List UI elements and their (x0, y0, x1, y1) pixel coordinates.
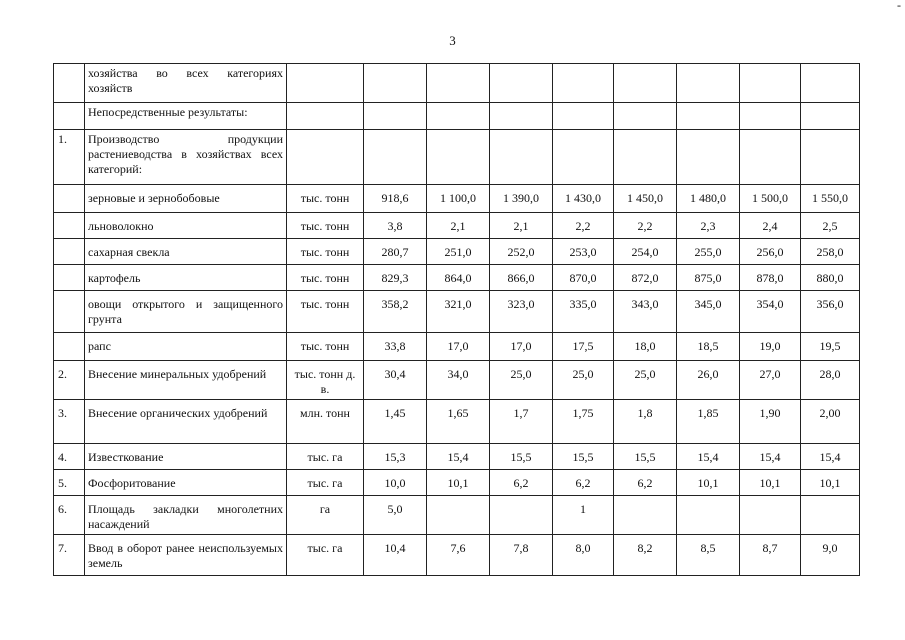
table-row (54, 103, 860, 130)
value-cell: 10,0 (364, 470, 427, 496)
value-cell (427, 64, 490, 103)
indicator-name: Внесение минеральных удобрений (85, 361, 287, 400)
value-cell: 358,2 (364, 291, 427, 333)
value-cell (490, 64, 553, 103)
indicator-name: Ввод в оборот ранее неиспользуемых земель (85, 535, 287, 576)
value-cell: 866,0 (490, 265, 553, 291)
value-cell: 280,7 (364, 239, 427, 265)
value-cell: 343,0 (614, 291, 677, 333)
indicator-name: хозяйства во всех категориях хозяйств (85, 64, 287, 103)
value-cell: 25,0 (553, 361, 614, 400)
unit-cell: тыс. тонн (287, 333, 364, 361)
value-cell: 2,1 (427, 213, 490, 239)
unit-cell: тыс. тонн д. в. (287, 361, 364, 400)
value-cell: 17,0 (490, 333, 553, 361)
value-cell: 254,0 (614, 239, 677, 265)
indicator-name: сахарная свекла (85, 239, 287, 265)
value-cell: 17,0 (427, 333, 490, 361)
row-number: 3. (54, 400, 85, 444)
value-cell: 27,0 (740, 361, 801, 400)
unit-cell: млн. тонн (287, 400, 364, 444)
value-cell (740, 64, 801, 103)
table-row (54, 496, 860, 535)
row-number: 5. (54, 470, 85, 496)
value-cell: 256,0 (740, 239, 801, 265)
value-cell (614, 64, 677, 103)
row-number (54, 239, 85, 265)
value-cell: 8,5 (677, 535, 740, 576)
row-number (54, 213, 85, 239)
value-cell: 10,1 (740, 470, 801, 496)
value-cell: 345,0 (677, 291, 740, 333)
value-cell: 252,0 (490, 239, 553, 265)
value-cell: 1,75 (553, 400, 614, 444)
value-cell: 253,0 (553, 239, 614, 265)
value-cell: 18,0 (614, 333, 677, 361)
value-cell: 1,8 (614, 400, 677, 444)
row-number (54, 291, 85, 333)
indicator-name: овощи открытого и защищенного грунта (85, 291, 287, 333)
value-cell (490, 496, 553, 535)
value-cell (553, 103, 614, 130)
value-cell: 18,5 (677, 333, 740, 361)
row-number: 7. (54, 535, 85, 576)
value-cell: 872,0 (614, 265, 677, 291)
value-cell (427, 103, 490, 130)
value-cell: 15,4 (677, 444, 740, 470)
table-row (54, 291, 860, 333)
unit-cell: тыс. га (287, 470, 364, 496)
value-cell: 10,1 (677, 470, 740, 496)
value-cell: 15,5 (490, 444, 553, 470)
value-cell (427, 496, 490, 535)
value-cell: 1,90 (740, 400, 801, 444)
table-row (54, 213, 860, 239)
value-cell (614, 496, 677, 535)
value-cell: 19,5 (801, 333, 860, 361)
value-cell: 870,0 (553, 265, 614, 291)
value-cell (677, 64, 740, 103)
indicator-name: Производство продукции растениеводства в хозяйствах всех категорий: (85, 130, 287, 185)
indicator-name: Известкование (85, 444, 287, 470)
value-cell: 1 390,0 (490, 185, 553, 213)
unit-cell: тыс. га (287, 535, 364, 576)
value-cell: 918,6 (364, 185, 427, 213)
value-cell: 7,8 (490, 535, 553, 576)
table-row (54, 239, 860, 265)
table-body (54, 64, 860, 576)
unit-cell: тыс. тонн (287, 265, 364, 291)
value-cell (801, 496, 860, 535)
value-cell: 255,0 (677, 239, 740, 265)
value-cell (490, 130, 553, 185)
value-cell: 3,8 (364, 213, 427, 239)
indicator-name: картофель (85, 265, 287, 291)
value-cell (364, 64, 427, 103)
row-number (54, 333, 85, 361)
value-cell: 2,1 (490, 213, 553, 239)
value-cell (553, 130, 614, 185)
value-cell: 5,0 (364, 496, 427, 535)
unit-cell: тыс. тонн (287, 213, 364, 239)
value-cell (740, 496, 801, 535)
indicator-name: Непосредственные результаты: (85, 103, 287, 130)
corner-mark: - (897, 0, 901, 12)
value-cell: 9,0 (801, 535, 860, 576)
indicators-table (53, 63, 860, 576)
unit-cell (287, 64, 364, 103)
value-cell (553, 64, 614, 103)
table-row (54, 470, 860, 496)
value-cell: 335,0 (553, 291, 614, 333)
table-row (54, 333, 860, 361)
value-cell (677, 496, 740, 535)
indicator-name: Фосфоритование (85, 470, 287, 496)
value-cell (677, 130, 740, 185)
value-cell: 33,8 (364, 333, 427, 361)
value-cell: 8,0 (553, 535, 614, 576)
value-cell: 258,0 (801, 239, 860, 265)
unit-cell (287, 130, 364, 185)
value-cell: 356,0 (801, 291, 860, 333)
value-cell: 6,2 (614, 470, 677, 496)
value-cell: 25,0 (490, 361, 553, 400)
value-cell: 878,0 (740, 265, 801, 291)
value-cell: 10,1 (427, 470, 490, 496)
value-cell: 25,0 (614, 361, 677, 400)
value-cell: 15,4 (427, 444, 490, 470)
value-cell: 2,5 (801, 213, 860, 239)
value-cell (614, 130, 677, 185)
value-cell: 875,0 (677, 265, 740, 291)
row-number (54, 185, 85, 213)
value-cell: 880,0 (801, 265, 860, 291)
value-cell: 321,0 (427, 291, 490, 333)
row-number: 1. (54, 130, 85, 185)
value-cell: 864,0 (427, 265, 490, 291)
value-cell: 28,0 (801, 361, 860, 400)
value-cell: 30,4 (364, 361, 427, 400)
row-number (54, 103, 85, 130)
row-number (54, 265, 85, 291)
value-cell (801, 103, 860, 130)
value-cell (677, 103, 740, 130)
value-cell: 1 450,0 (614, 185, 677, 213)
value-cell: 6,2 (553, 470, 614, 496)
unit-cell: тыс. га (287, 444, 364, 470)
value-cell (364, 130, 427, 185)
value-cell: 1 100,0 (427, 185, 490, 213)
value-cell: 7,6 (427, 535, 490, 576)
value-cell: 8,2 (614, 535, 677, 576)
unit-cell (287, 103, 364, 130)
table-row (54, 130, 860, 185)
value-cell: 1 550,0 (801, 185, 860, 213)
value-cell: 829,3 (364, 265, 427, 291)
unit-cell: тыс. тонн (287, 291, 364, 333)
value-cell: 10,4 (364, 535, 427, 576)
value-cell: 323,0 (490, 291, 553, 333)
value-cell: 2,4 (740, 213, 801, 239)
value-cell: 1 (553, 496, 614, 535)
page-number: 3 (449, 33, 456, 48)
value-cell (801, 130, 860, 185)
unit-cell: тыс. тонн (287, 185, 364, 213)
row-number: 6. (54, 496, 85, 535)
table-row (54, 400, 860, 444)
value-cell: 251,0 (427, 239, 490, 265)
unit-cell: тыс. тонн (287, 239, 364, 265)
row-number (54, 64, 85, 103)
table-row (54, 185, 860, 213)
unit-cell: га (287, 496, 364, 535)
value-cell: 354,0 (740, 291, 801, 333)
value-cell: 15,4 (740, 444, 801, 470)
value-cell: 15,4 (801, 444, 860, 470)
value-cell: 1,85 (677, 400, 740, 444)
value-cell (740, 130, 801, 185)
value-cell: 2,2 (553, 213, 614, 239)
indicator-name: Внесение органических удобрений (85, 400, 287, 444)
indicator-name: зерновые и зернобобовые (85, 185, 287, 213)
table-row (54, 265, 860, 291)
value-cell: 10,1 (801, 470, 860, 496)
value-cell: 1,7 (490, 400, 553, 444)
value-cell: 2,2 (614, 213, 677, 239)
value-cell: 2,3 (677, 213, 740, 239)
value-cell (614, 103, 677, 130)
value-cell: 6,2 (490, 470, 553, 496)
value-cell: 15,5 (614, 444, 677, 470)
value-cell: 1,45 (364, 400, 427, 444)
indicator-name: льноволокно (85, 213, 287, 239)
table-row (54, 64, 860, 103)
value-cell: 15,5 (553, 444, 614, 470)
value-cell (427, 130, 490, 185)
value-cell: 1,65 (427, 400, 490, 444)
value-cell: 26,0 (677, 361, 740, 400)
value-cell (801, 64, 860, 103)
value-cell: 2,00 (801, 400, 860, 444)
value-cell: 1 430,0 (553, 185, 614, 213)
value-cell: 17,5 (553, 333, 614, 361)
value-cell (490, 103, 553, 130)
value-cell: 34,0 (427, 361, 490, 400)
table-row (54, 361, 860, 400)
value-cell: 19,0 (740, 333, 801, 361)
indicator-name: рапс (85, 333, 287, 361)
value-cell: 1 480,0 (677, 185, 740, 213)
value-cell: 8,7 (740, 535, 801, 576)
table-row (54, 535, 860, 576)
value-cell (740, 103, 801, 130)
row-number: 2. (54, 361, 85, 400)
value-cell: 15,3 (364, 444, 427, 470)
value-cell: 1 500,0 (740, 185, 801, 213)
indicator-name: Площадь закладки многолетних насаждений (85, 496, 287, 535)
row-number: 4. (54, 444, 85, 470)
value-cell (364, 103, 427, 130)
table-row (54, 444, 860, 470)
